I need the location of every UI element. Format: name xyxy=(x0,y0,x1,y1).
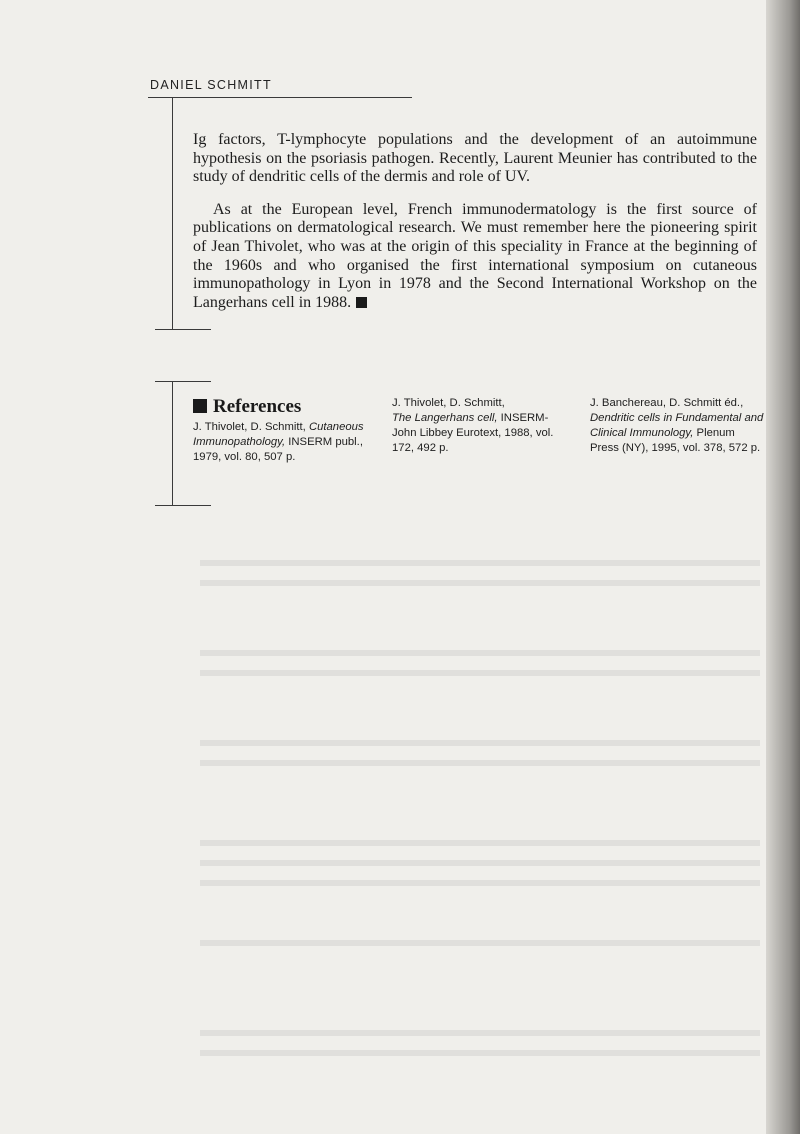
references-bottom-rule xyxy=(155,505,211,506)
page-binding-edge xyxy=(766,0,800,1134)
margin-vertical-rule-upper xyxy=(172,97,173,329)
reference-title: Dendritic cells in Fundamental and Clinical Immunology, xyxy=(590,412,764,439)
reference-authors: J. Thivolet, D. Schmitt, xyxy=(193,421,306,433)
reference-item-3 xyxy=(590,396,765,456)
end-of-article-mark xyxy=(356,297,367,308)
reference-authors: J. Thivolet, D. Schmitt, xyxy=(392,397,505,409)
reference-item-2 xyxy=(392,396,572,456)
reference-details: Plenum Press (NY), 1995, vol. 378, 572 p. xyxy=(590,427,761,454)
body-paragraph-2-wrapper xyxy=(193,201,757,313)
section-divider-rule-2 xyxy=(155,381,211,382)
reference-details: INSERM-John Libbey Eurotext, 1988, vol. 172, 492 p. xyxy=(392,412,554,454)
body-paragraph-1: Ig factors, T-lymphocyte populations and the development of an autoimmune hypothesis on the psoriasis pathogen. Recently, Laurent Meunier has contributed to the study of dendritic cells of the dermis and role of UV. xyxy=(193,131,757,186)
running-head: DANIEL SCHMITT xyxy=(150,78,272,92)
references-heading xyxy=(193,396,301,418)
reference-title: Cutaneous Immunopathology, xyxy=(193,421,364,448)
body-paragraph-2: As at the European level, French immunodermatology is the first source of publications on dermatological research. We must remember here the pioneering spirit of Jean Thivolet, who was at the origin of this speciality in France at the beginning of the 1960s and who organised the first international symposium on cutaneous immunopathology in Lyon in 1978 and the Second International Workshop on the Langerhans cell in 1988. xyxy=(193,200,757,311)
section-divider-rule-1 xyxy=(155,329,211,330)
reference-authors: J. Banchereau, D. Schmitt éd., xyxy=(590,397,744,409)
references-heading-text: References xyxy=(213,396,302,417)
header-rule xyxy=(148,97,412,98)
reference-details: INSERM publ., 1979, vol. 80, 507 p. xyxy=(193,436,363,463)
article-body xyxy=(193,131,757,326)
reference-item-1 xyxy=(193,420,373,465)
margin-vertical-rule-lower xyxy=(172,381,173,505)
heading-square-bullet xyxy=(193,399,207,413)
reference-title: The Langerhans cell, xyxy=(392,412,498,424)
